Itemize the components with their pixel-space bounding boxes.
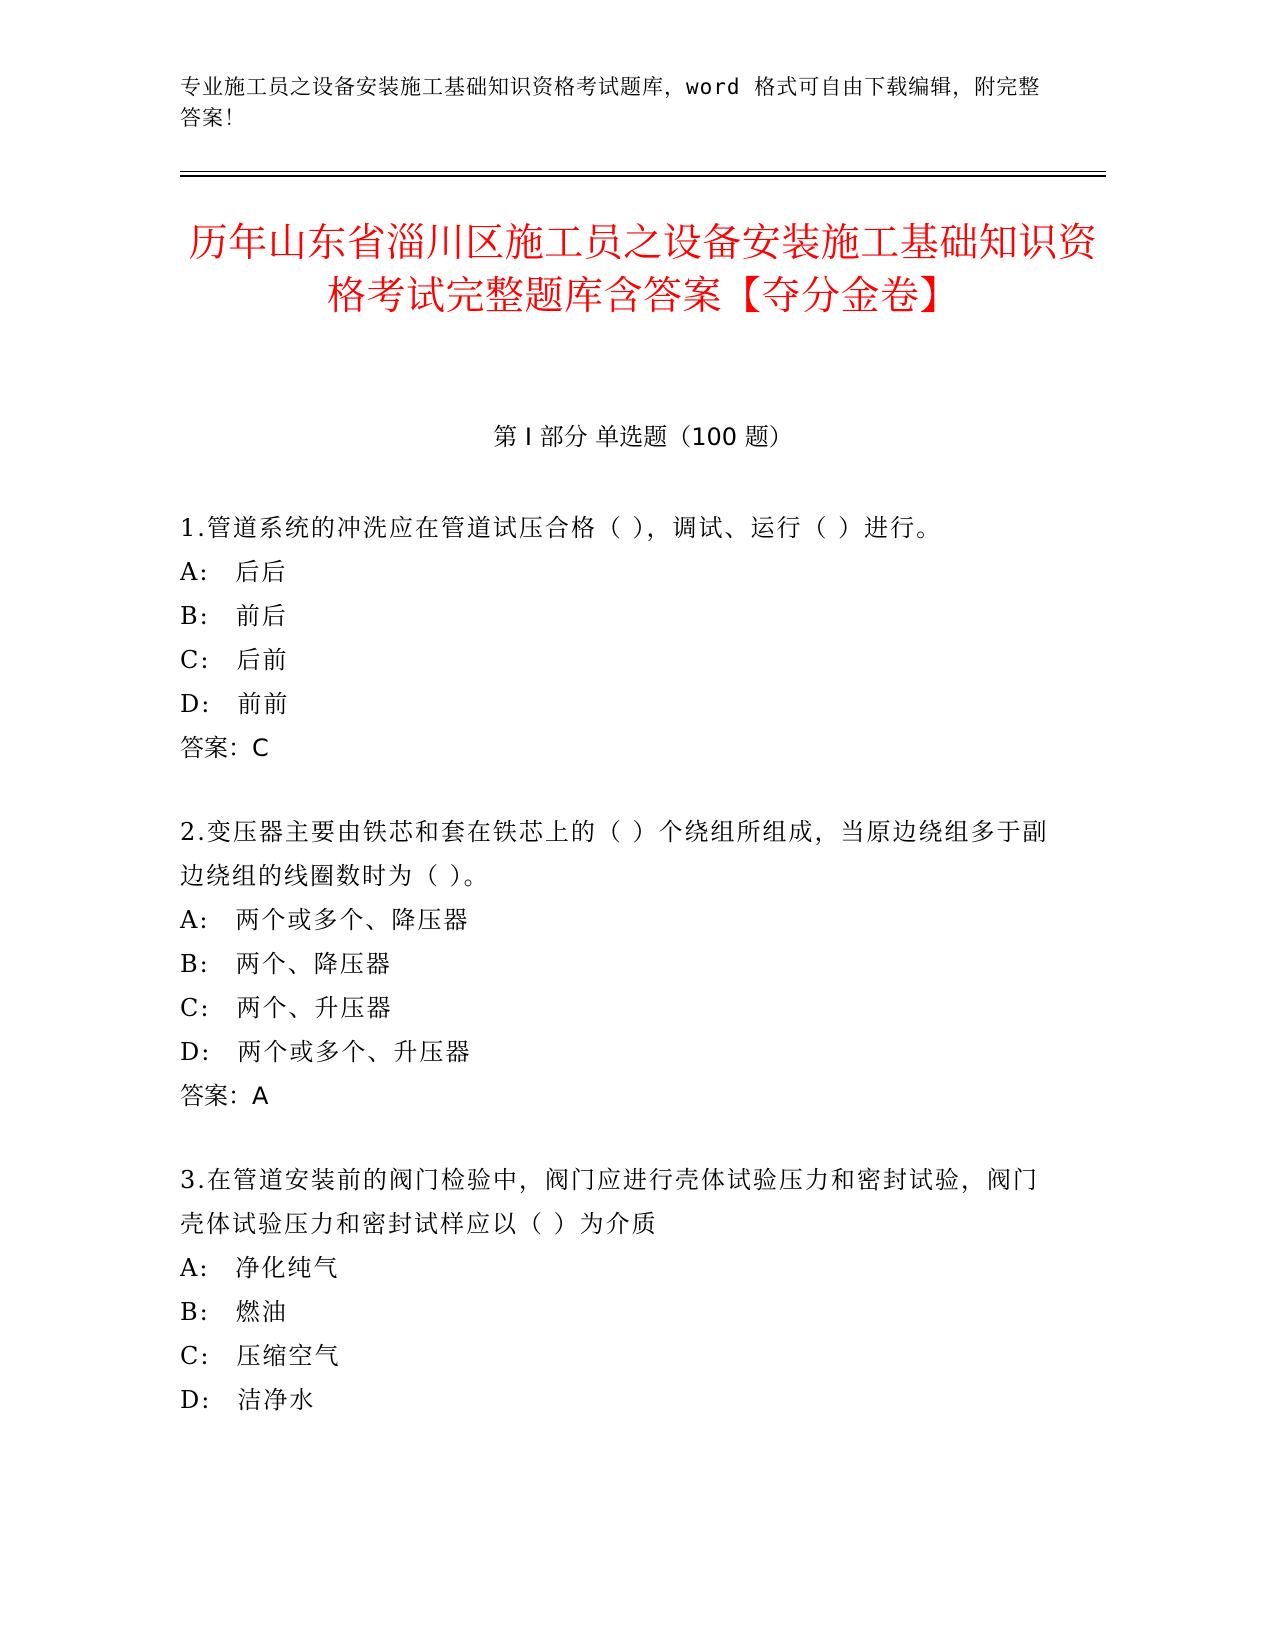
header-divider-thin <box>180 171 1106 172</box>
option-b: B: 燃油 <box>180 1298 288 1326</box>
question-1 <box>180 506 1060 770</box>
question-stem: 3.在管道安装前的阀门检验中，阀门应进行壳体试验压力和密封试验，阀门壳体试验压力和密封试样应以（ ）为介质 <box>180 1166 1039 1238</box>
option-d: D: 前前 <box>180 690 290 718</box>
option-a: A: 后后 <box>180 558 288 586</box>
option-a: A: 两个或多个、降压器 <box>180 906 470 934</box>
option-c: C: 两个、升压器 <box>180 994 393 1022</box>
option-b: B: 前后 <box>180 602 288 630</box>
question-stem: 1.管道系统的冲洗应在管道试压合格（ ），调试、运行（ ）进行。 <box>180 514 943 542</box>
answer: 答案：A <box>180 1082 269 1110</box>
option-c: C: 压缩空气 <box>180 1342 341 1370</box>
question-2 <box>180 810 1060 1118</box>
answer: 答案：C <box>180 734 269 762</box>
question-3 <box>180 1158 1060 1422</box>
section-title: 第 I 部分 单选题（100 题） <box>493 423 793 451</box>
option-b: B: 两个、降压器 <box>180 950 392 978</box>
document-title: 历年山东省淄川区施工员之设备安装施工基础知识资格考试完整题库含答案【夺分金卷】 <box>188 221 1098 319</box>
header-divider-thick <box>180 175 1106 177</box>
header-note: 专业施工员之设备安装施工基础知识资格考试题库，word 格式可自由下载编辑，附完整答案！ <box>180 75 1041 130</box>
question-list <box>180 506 1060 1462</box>
option-a: A: 净化纯气 <box>180 1254 340 1282</box>
option-d: D: 洁净水 <box>180 1386 316 1414</box>
option-d: D: 两个或多个、升压器 <box>180 1038 472 1066</box>
question-stem: 2.变压器主要由铁芯和套在铁芯上的（ ）个绕组所组成，当原边绕组多于副边绕组的线圈数时为（ ）。 <box>180 818 1049 890</box>
option-c: C: 后前 <box>180 646 289 674</box>
